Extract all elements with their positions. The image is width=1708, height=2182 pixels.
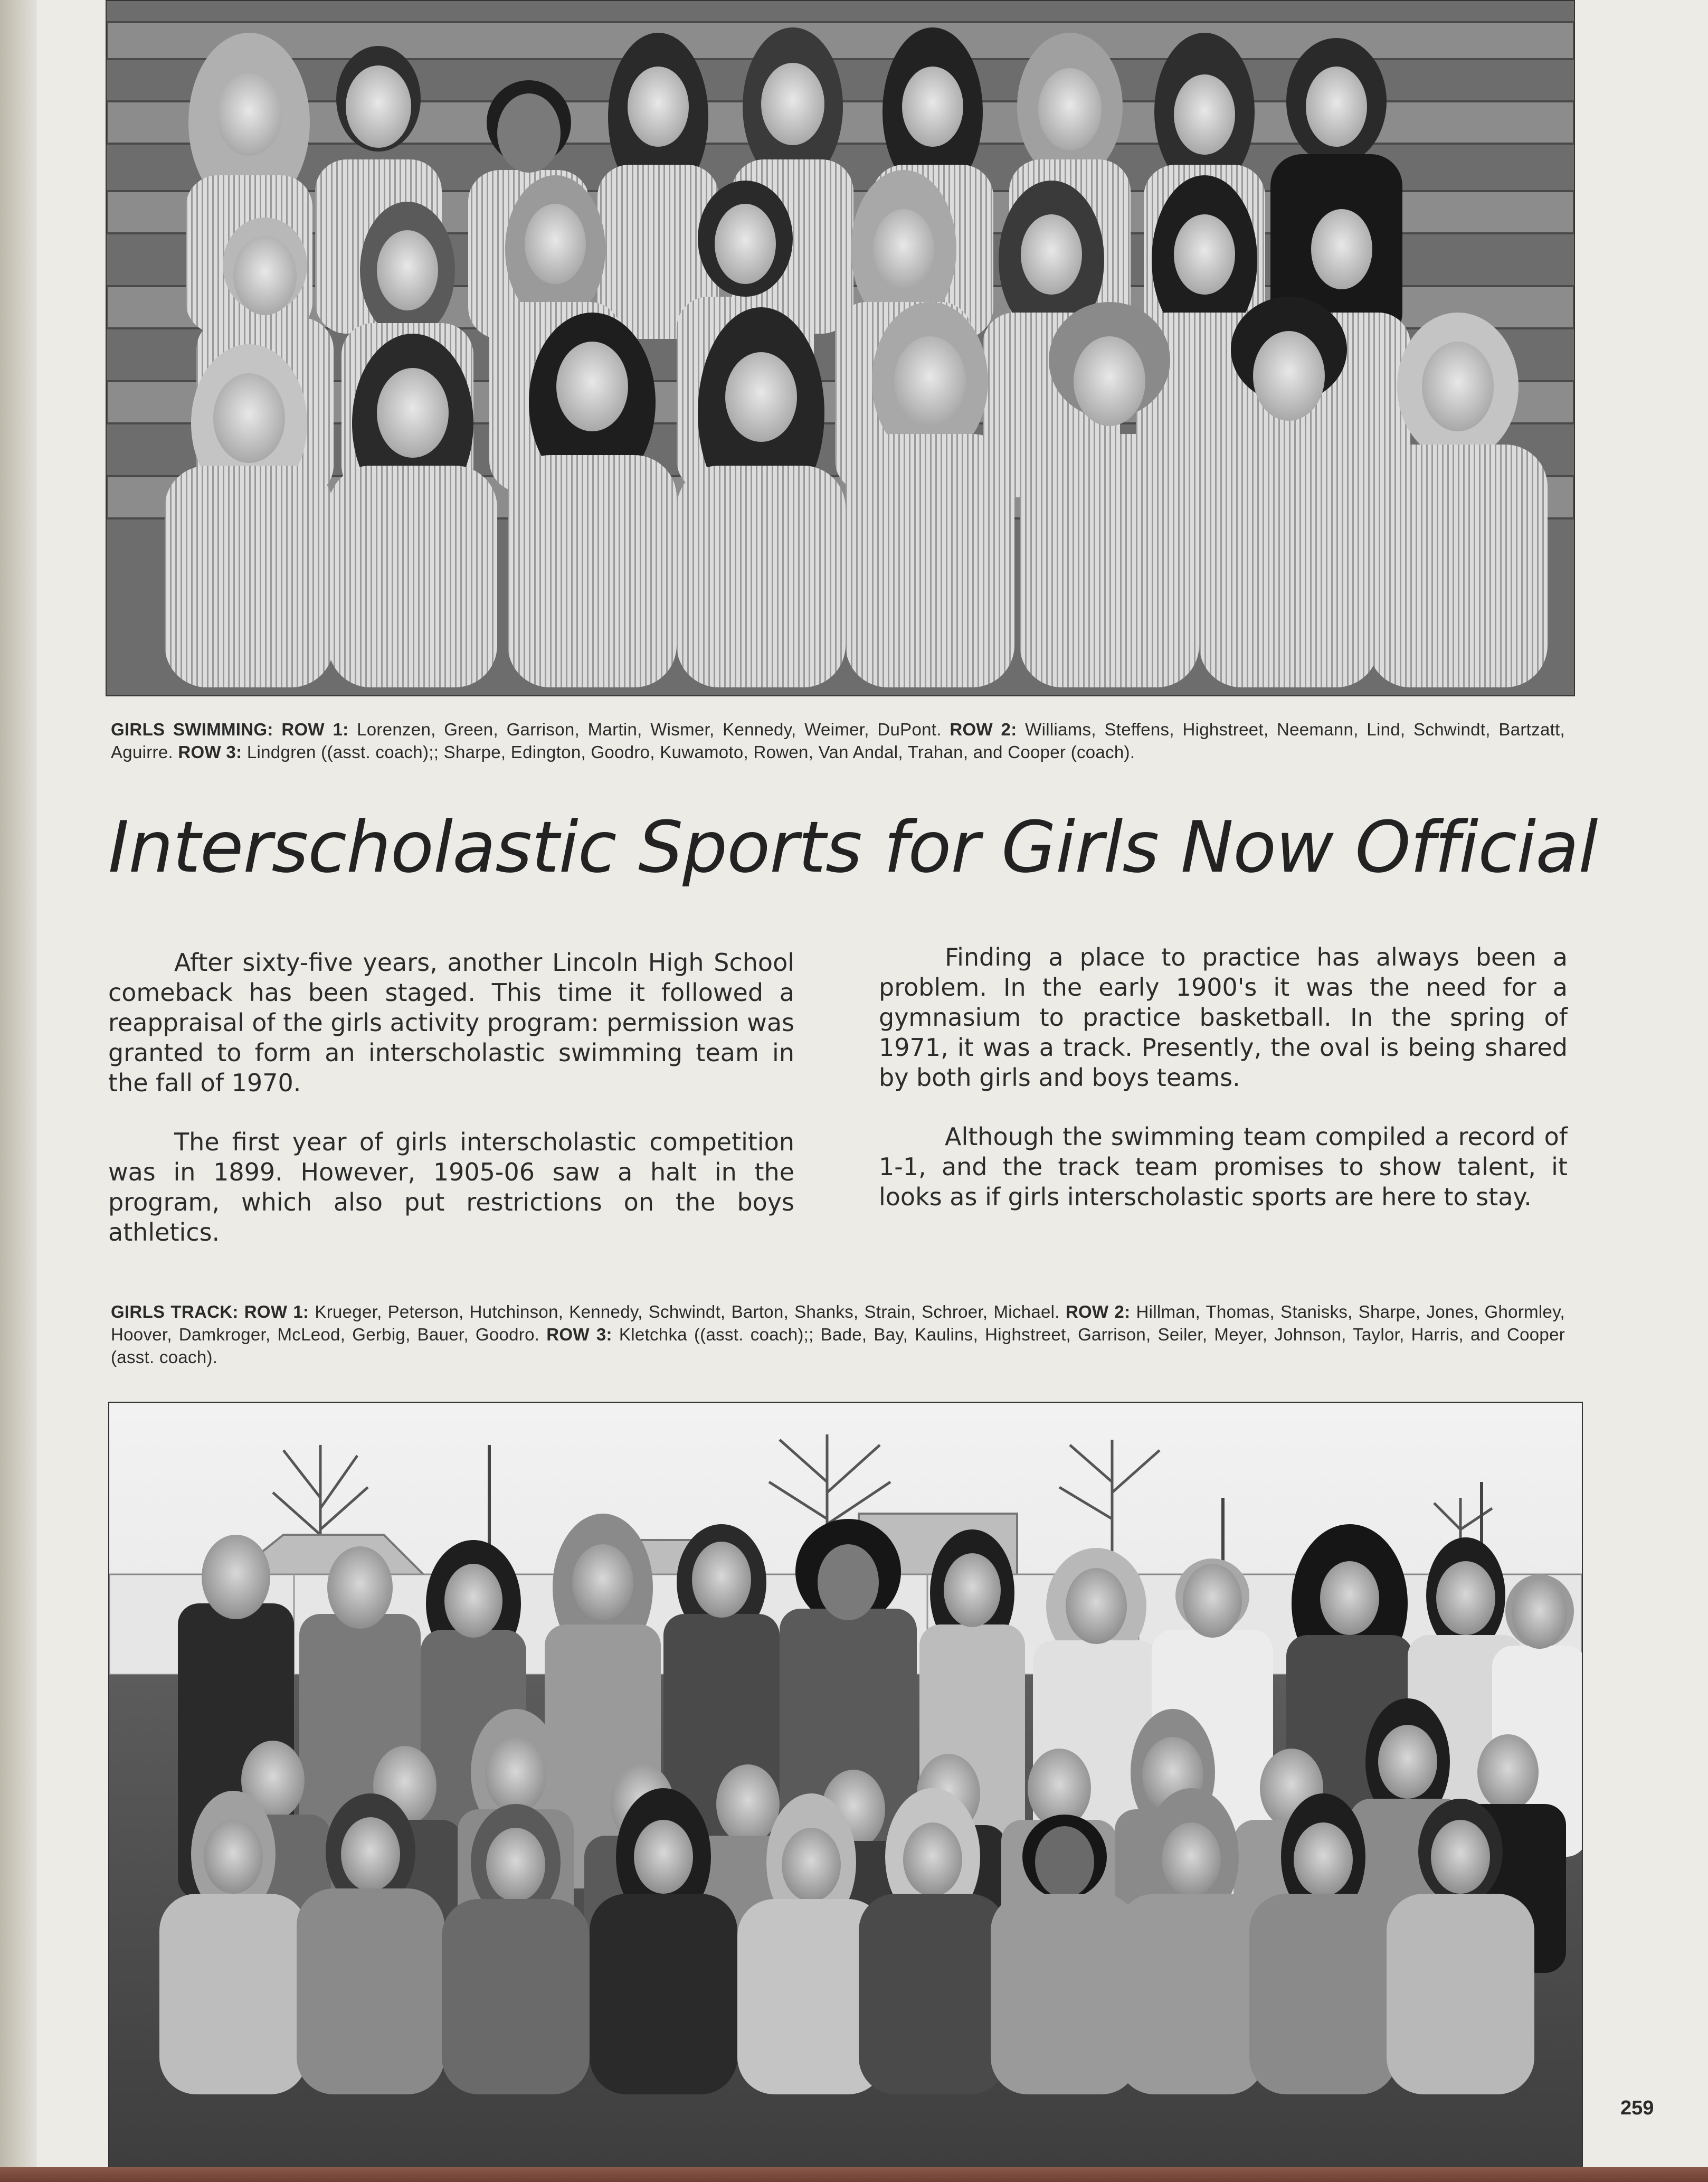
article-paragraph: Finding a place to practice has always been a problem. In the early 1900's it was the need for a gymnasium to practice basketball. In the spring of 1971, it was a track. Presently, the oval is being shared by both girls and boys teams. [879,943,1568,1092]
book-edge [0,2167,1708,2182]
track-caption [111,1300,1565,1368]
track-row-3-names: Kletchka ((asst. coach);; Bade, Bay, Kaulins, Highstreet, Garrison, Seiler, Meyer, Johnson, Taylor, Harris, and Cooper (asst. coach). [111,1325,1565,1367]
track-photo-graphic [109,1403,1582,2168]
track-row-1-label: ROW 1: [244,1302,309,1321]
swimming-row-1-label: ROW 1: [281,720,349,739]
article-paragraph: After sixty-five years, another Lincoln High School comeback has been staged. This time it followed a reappraisal of the girls activity program: permission was granted to form an interscholastic swimming team in the fall of 1970. [108,948,794,1097]
track-team-label: GIRLS TRACK: [111,1302,239,1321]
article-left-column [108,948,794,1277]
article-headline: Interscholastic Sports for Girls Now Official [108,806,1598,889]
swimming-team-label: GIRLS SWIMMING: [111,720,273,739]
track-row-1-names: Krueger, Peterson, Hutchinson, Kennedy, Schwindt, Barton, Shanks, Strain, Schroer, Michael. [315,1302,1060,1321]
swimming-row-1-names: Lorenzen, Green, Garrison, Martin, Wismer, Kennedy, Weimer, DuPont. [357,720,942,739]
swimming-row-3-names: Lindgren ((asst. coach);; Sharpe, Edington, Goodro, Kuwamoto, Rowen, Van Andal, Trahan, and Cooper (coach). [246,742,1135,762]
swimming-team-photo [106,0,1575,696]
article-paragraph: The first year of girls interscholastic competition was in 1899. However, 1905-06 saw a halt in the program, which also put restrictions on the boys athletics. [108,1128,794,1246]
article-right-column [879,942,1568,1241]
track-team-photo [108,1402,1583,2169]
article-paragraph: Although the swimming team compiled a record of 1-1, and the track team promises to show talent, it looks as if girls interscholastic sports are here to stay. [879,1122,1568,1211]
page-number: 259 [1620,2097,1654,2119]
track-row-3-label: ROW 3: [546,1325,612,1344]
swimming-row-2-label: ROW 2: [950,720,1017,739]
swimming-caption [111,718,1565,763]
track-row-2-label: ROW 2: [1065,1302,1131,1321]
swimming-row-3-label: ROW 3: [178,742,242,762]
swimming-row-2-names: Williams, Steffens, Highstreet, Neemann, Lind, Schwindt, Bartzatt, Aguirre. [111,720,1565,762]
page-gutter [0,0,37,2182]
swimming-photo-graphic [107,1,1574,695]
track-row-2-names: Hillman, Thomas, Stanisks, Sharpe, Jones, Ghormley, Hoover, Damkroger, McLeod, Gerbig, Bauer, Goodro. [111,1302,1565,1344]
